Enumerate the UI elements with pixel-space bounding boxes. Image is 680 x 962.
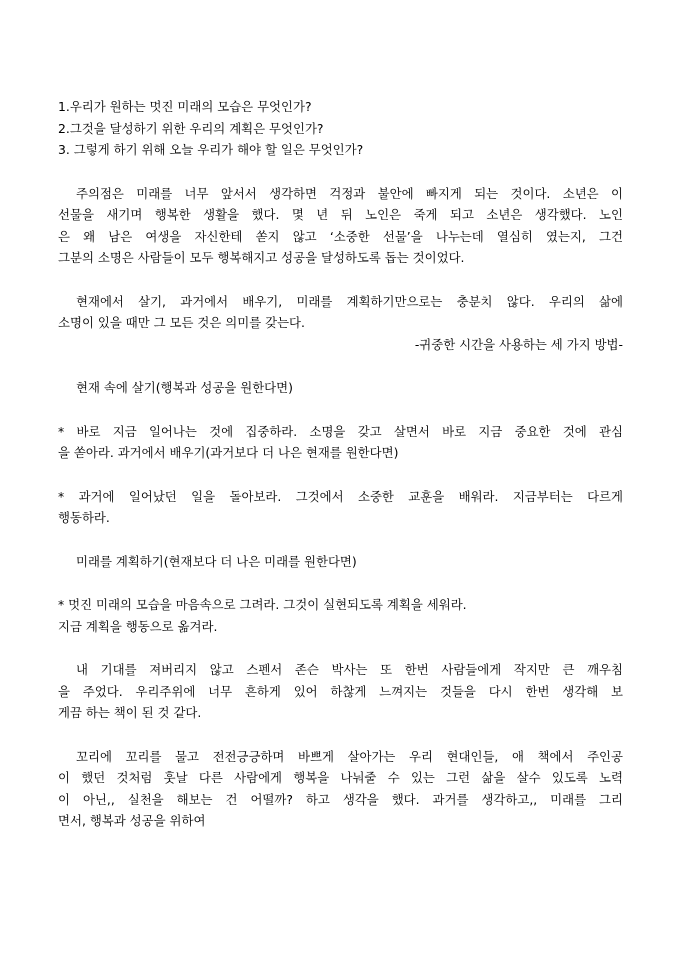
paragraph-line: 을 주었다. 우리주위에 너무 흔하게 있어 하찮게 느껴지는 것들을 다시 한번 생각해 보 [58, 683, 623, 699]
question-list [58, 96, 623, 161]
paragraph-line: 선물을 새기며 행복한 생활을 했다. 몇 년 뒤 노인은 죽게 되고 소년은 생각했다. 노인 [58, 207, 623, 222]
paragraph-calling [58, 291, 623, 356]
bullet-focus-now [58, 421, 623, 464]
paragraph-line: 면서, 행복과 성공을 위하여 [58, 813, 206, 828]
bullet-line: 지금 계획을 행동으로 옮겨라. [58, 618, 218, 634]
question-3: 3. 그렇게 하기 위해 오늘 우리가 해야 할 일은 무엇인가? [58, 142, 364, 157]
paragraph-line: 은 왜 남은 여생을 자신한테 쏟지 않고 ‘소중한 선물’을 나누는데 열심히 였는지, 그건 [58, 228, 623, 244]
paragraph-line: 게끔 하는 책이 된 것 같다. [58, 705, 202, 720]
bullet-line: * 멋진 미래의 모습을 마음속으로 그려라. 그것이 실현되도록 계획을 세워라. [58, 597, 467, 612]
section-subtitle: -귀중한 시간을 사용하는 세 가지 방법- [414, 336, 623, 352]
paragraph-line: 꼬리에 꼬리를 물고 전전긍긍하며 바쁘게 살아가는 우리 현대인들, 애 책에서 주인공 [76, 748, 623, 764]
paragraph-line: 소명이 있을 때만 그 모든 것은 의미를 갖는다. [58, 315, 305, 330]
document-body [58, 96, 623, 832]
paragraph-review [58, 659, 623, 724]
paragraph-line: 내 기대를 져버리지 않고 스펜서 존슨 박사는 또 한번 사람들에게 작지만 큰 깨우침 [76, 662, 623, 677]
paragraph-line: 그분의 소명은 사람들이 모두 행복해지고 성공을 달성하도록 돕는 것이었다. [58, 250, 465, 265]
bullet-line: 행동하라. [58, 510, 110, 525]
question-2: 2.그것을 달성하기 위한 우리의 계획은 무엇인가? [58, 120, 324, 136]
bullet-line: * 과거에 일어났던 일을 돌아보라. 그것에서 소중한 교훈을 배워라. 지금부터는 다르게 [58, 488, 623, 504]
bullet-learn-past [58, 486, 623, 529]
paragraph-line: 주의점은 미래를 너무 앞서서 생각하면 걱정과 불안에 빠지게 되는 것이다. 소년은 이 [76, 185, 623, 201]
bullet-plan-future [58, 594, 623, 637]
paragraph-line: 이 아닌,, 실천을 해보는 건 어떨까? 하고 생각을 했다. 과거를 생각하고,, 미래를 그리 [58, 791, 623, 807]
heading-future: 미래를 계획하기(현재보다 더 나은 미래를 원한다면) [76, 553, 357, 569]
heading-present: 현재 속에 살기(행복과 성공을 원한다면) [76, 380, 293, 395]
bullet-line: * 바로 지금 일어나는 것에 집중하라. 소명을 갖고 살면서 바로 지금 중요한 것에 관심 [58, 423, 623, 439]
paragraph-caution [58, 183, 623, 269]
bullet-line: 을 쏟아라. 과거에서 배우기(과거보다 더 나은 현재를 원한다면) [58, 445, 399, 460]
paragraph-line: 이 했던 것처럼 훗날 다른 사람에게 행복을 나눠줄 수 있는 그런 삶을 살수 있도록 노력 [58, 770, 623, 785]
paragraph-line: 현재에서 살기, 과거에서 배우기, 미래를 계획하기만으로는 충분치 않다. 우리의 삶에 [76, 293, 623, 309]
paragraph-conclusion [58, 746, 623, 832]
question-1: 1.우리가 원하는 멋진 미래의 모습은 무엇인가? [58, 99, 312, 114]
